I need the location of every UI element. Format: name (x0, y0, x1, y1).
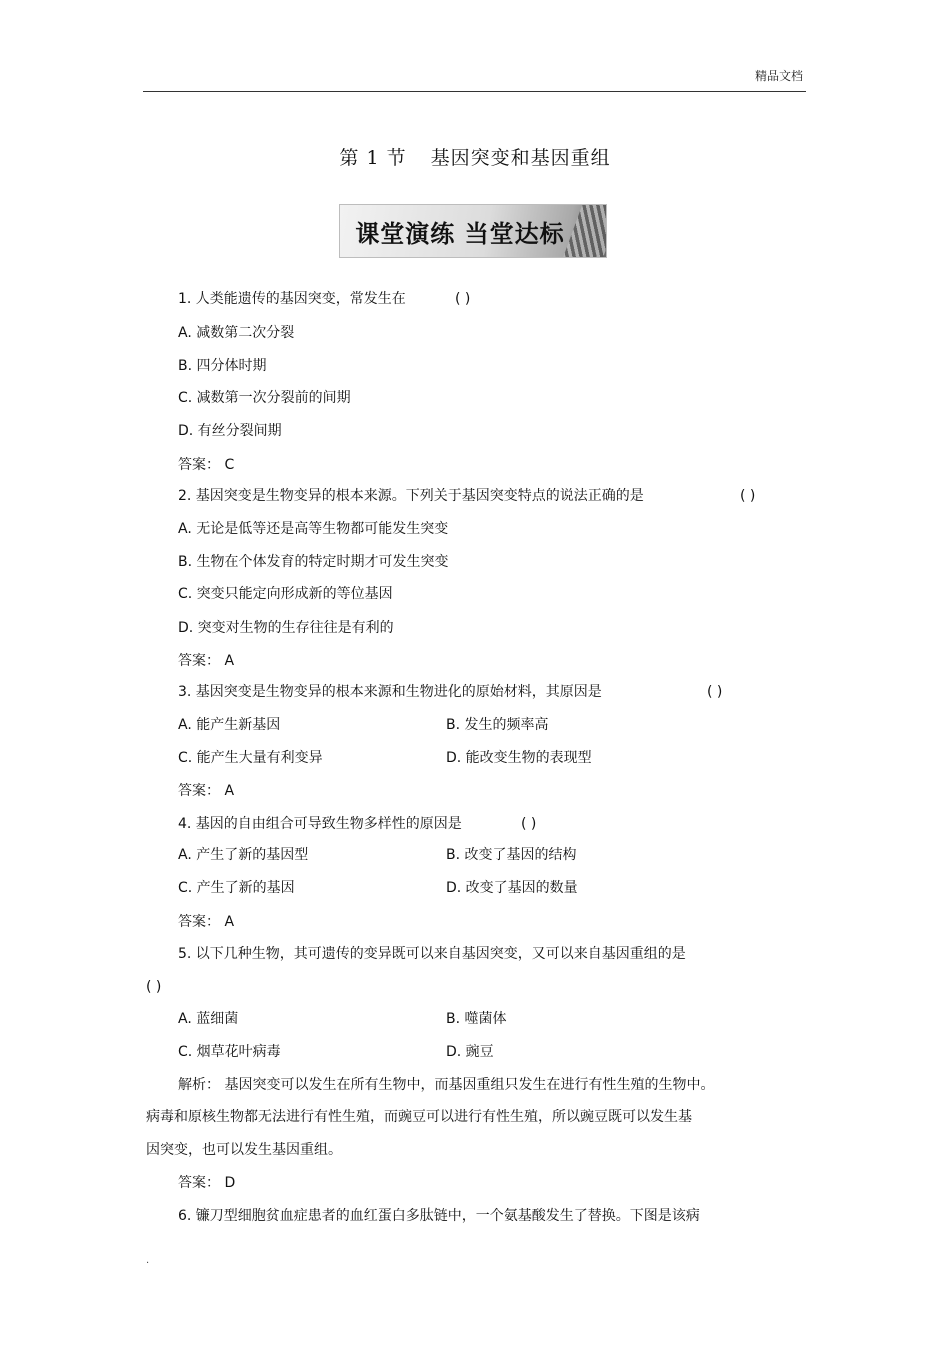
q5-paren: ( ) (146, 979, 162, 995)
q2-option-b: B. 生物在个体发育的特定时期才可发生突变 (178, 554, 449, 570)
q2-option-c: C. 突变只能定向形成新的等位基因 (178, 586, 393, 602)
q3-answer: 答案： A (178, 783, 235, 799)
q4-option-a: A. 产生了新的基因型 (178, 847, 309, 863)
section-title (0, 143, 950, 170)
q4-stem: 4. 基因的自由组合可导致生物多样性的原因是 (178, 816, 462, 832)
q1-stem (178, 289, 406, 309)
q4-answer: 答案： A (178, 914, 235, 930)
page-header-rule (143, 91, 806, 92)
q2-stem: 2. 基因突变是生物变异的根本来源。下列关于基因突变特点的说法正确的是 (178, 488, 644, 504)
q1-paren: ( ) (455, 291, 471, 307)
q2-paren: ( ) (740, 488, 756, 504)
q5-option-d: D. 豌豆 (446, 1044, 494, 1060)
q5-explanation-line-1: 解析： 基因突变可以发生在所有生物中，而基因重组只发生在进行有性生殖的生物中。 (178, 1077, 715, 1093)
q1-option-a: A. 减数第二次分裂 (178, 325, 295, 341)
q2-option-d: D. 突变对生物的生存往往是有利的 (178, 620, 394, 636)
banner-text: 课堂演练 当堂达标 (355, 220, 565, 248)
q1-answer: 答案： C (178, 457, 235, 473)
q4-option-c: C. 产生了新的基因 (178, 880, 295, 896)
page-footer-mark: . (146, 1255, 150, 1266)
banner-image (339, 204, 607, 258)
q5-explanation-line-2: 病毒和原核生物都无法进行有性生殖，而豌豆可以进行有性生殖，所以豌豆既可以发生基 (146, 1109, 692, 1125)
q4-paren: ( ) (521, 816, 537, 832)
q5-answer: 答案： D (178, 1175, 236, 1191)
q1-option-b: B. 四分体时期 (178, 358, 267, 374)
q2-answer: 答案： A (178, 653, 235, 669)
q1-option-d: D. 有丝分裂间期 (178, 423, 282, 439)
q3-option-b: B. 发生的频率高 (446, 717, 549, 733)
q5-explanation-line-3: 因突变，也可以发生基因重组。 (146, 1142, 342, 1158)
q3-stem: 3. 基因突变是生物变异的根本来源和生物进化的原始材料，其原因是 (178, 684, 602, 700)
q4-option-d: D. 改变了基因的数量 (446, 880, 578, 896)
q3-paren: ( ) (707, 684, 723, 700)
q5-option-a: A. 蓝细菌 (178, 1011, 239, 1027)
q4-option-b: B. 改变了基因的结构 (446, 847, 577, 863)
q5-option-b: B. 噬菌体 (446, 1011, 507, 1027)
q3-option-c: C. 能产生大量有利变异 (178, 750, 323, 766)
q3-option-a: A. 能产生新基因 (178, 717, 281, 733)
q1-stem-text: 1. 人类能遗传的基因突变，常发生在 (178, 291, 406, 307)
section-title-text: 基因突变和基因重组 (430, 147, 611, 169)
q2-option-a: A. 无论是低等还是高等生物都可能发生突变 (178, 521, 449, 537)
q5-stem: 5. 以下几种生物，其可遗传的变异既可以来自基因突变，又可以来自基因重组的是 (178, 946, 686, 962)
q5-option-c: C. 烟草花叶病毒 (178, 1044, 281, 1060)
page-header-text: 精品文档 (754, 69, 803, 83)
q3-option-d: D. 能改变生物的表现型 (446, 750, 592, 766)
q1-option-c: C. 减数第一次分裂前的间期 (178, 390, 351, 406)
section-number: 第 1 节 (339, 147, 407, 169)
q6-stem: 6. 镰刀型细胞贫血症患者的血红蛋白多肽链中，一个氨基酸发生了替换。下图是该病 (178, 1208, 700, 1224)
